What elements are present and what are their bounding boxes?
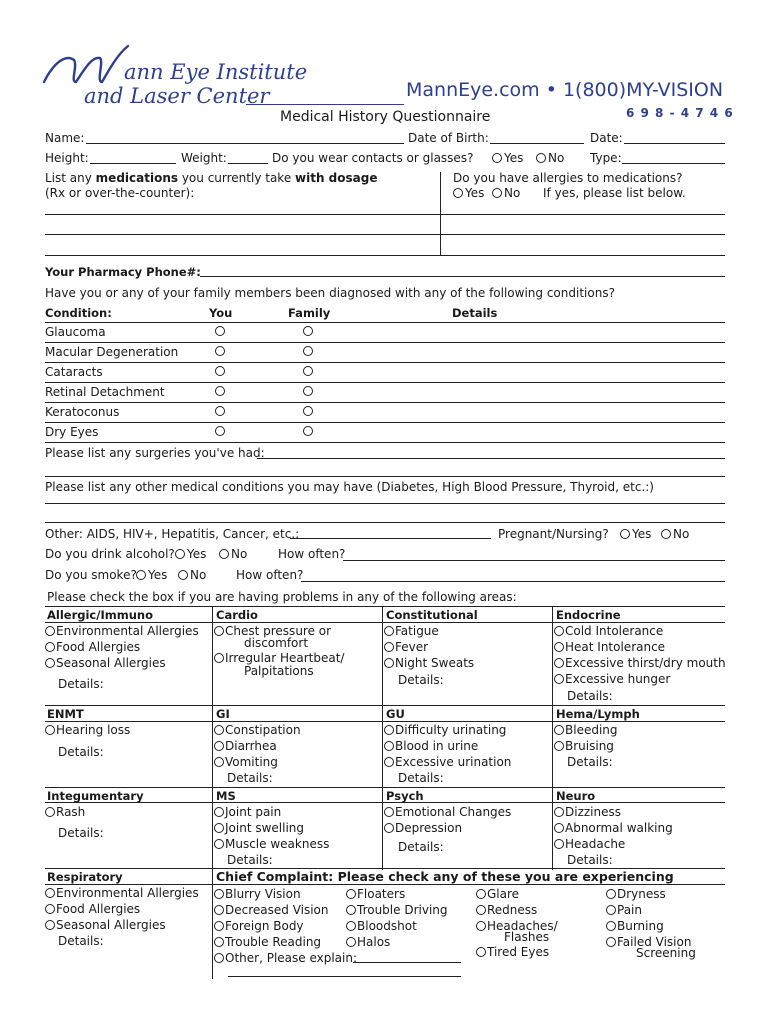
checkbox-circle-icon	[45, 626, 55, 636]
checkbox-circle-icon	[45, 904, 55, 914]
integ-item[interactable]: Rash	[45, 805, 85, 819]
pharmacy-field[interactable]	[200, 276, 725, 277]
checkbox-circle-icon	[214, 823, 224, 833]
enmt-title: ENMT	[47, 707, 84, 721]
other-explain-field[interactable]	[353, 962, 461, 963]
weight-label: Weight:	[181, 151, 227, 165]
other-conditions-field-1[interactable]	[45, 503, 725, 504]
gi-item[interactable]: Vomiting	[214, 755, 278, 769]
meds-line-2[interactable]	[45, 234, 725, 235]
ms-details: Details:	[227, 853, 273, 867]
checkbox-circle-icon	[384, 757, 394, 767]
smoke-no-label: No	[190, 568, 207, 582]
chief-item[interactable]: Trouble Reading	[214, 935, 321, 949]
family-radio[interactable]	[303, 426, 313, 436]
family-radio[interactable]	[303, 406, 313, 416]
date-label: Date:	[590, 131, 623, 145]
alcohol-yes[interactable]	[175, 547, 206, 561]
condition-row	[45, 343, 725, 363]
grid-col-divider-3	[552, 607, 553, 870]
phone-digits: 6 9 8 - 4 7 4 6	[626, 106, 734, 120]
cardio-item-heartbeat[interactable]: Irregular Heartbeat/	[214, 651, 344, 665]
alcohol-often-field[interactable]	[343, 560, 725, 561]
checkbox-circle-icon	[554, 807, 564, 817]
radio-circle-icon	[492, 188, 502, 198]
checkbox-circle-icon	[346, 921, 356, 931]
you-radio[interactable]	[215, 366, 225, 376]
smoke-yes[interactable]	[136, 568, 167, 582]
resp-details: Details:	[58, 934, 104, 948]
checkbox-circle-icon	[476, 921, 486, 931]
allergic-item[interactable]: Environmental Allergies	[45, 624, 199, 638]
checkbox-circle-icon	[214, 807, 224, 817]
you-radio[interactable]	[215, 426, 225, 436]
checkbox-circle-icon	[554, 725, 564, 735]
condition-name: Macular Degeneration	[45, 345, 179, 359]
logo-line1: ann Eye Institute	[124, 60, 308, 84]
grid-rule-a	[45, 622, 725, 623]
chief-item[interactable]: Foreign Body	[214, 919, 304, 933]
condition-row	[45, 323, 725, 343]
checkbox-circle-icon	[45, 807, 55, 817]
condition-row	[45, 403, 725, 423]
chief-item[interactable]: Decreased Vision	[214, 903, 329, 917]
smoke-yes-label: Yes	[148, 568, 168, 582]
neuro-item[interactable]: Headache	[554, 837, 625, 851]
allergy-yes[interactable]	[453, 186, 484, 200]
endocrine-item[interactable]: Cold Intolerance	[554, 624, 663, 638]
meds-instruction-2: (Rx or over-the-counter):	[45, 186, 195, 200]
grid-rule-c	[45, 721, 725, 722]
radio-circle-icon	[136, 570, 146, 580]
details-field[interactable]	[45, 442, 725, 443]
dob-field[interactable]	[490, 143, 584, 144]
checkbox-circle-icon	[384, 626, 394, 636]
checkbox-circle-icon	[554, 642, 564, 652]
hema-details: Details:	[567, 755, 613, 769]
condition-name: Retinal Detachment	[45, 385, 165, 399]
grid-rule-b	[45, 705, 725, 706]
checkbox-circle-icon	[554, 674, 564, 684]
grid-rule-d	[45, 787, 725, 788]
condition-name: Glaucoma	[45, 325, 106, 339]
endocrine-item[interactable]: Excessive hunger	[554, 672, 670, 686]
checkbox-circle-icon	[214, 839, 224, 849]
meds-instruction: List any medications you currently take with dosage	[45, 171, 378, 185]
allergy-question: Do you have allergies to medications?	[453, 171, 683, 185]
ms-item[interactable]: Joint swelling	[214, 821, 304, 835]
chief-item[interactable]: Redness	[476, 903, 537, 917]
radio-circle-icon	[661, 529, 671, 539]
chief-item[interactable]: Trouble Driving	[346, 903, 448, 917]
cardio-item-chest-cont: discomfort	[244, 636, 309, 650]
you-header: You	[209, 306, 233, 320]
logo-underline	[246, 104, 404, 105]
systems-intro: Please check the box if you are having problems in any of the following areas:	[47, 590, 517, 604]
chief-item[interactable]: Glare	[476, 887, 519, 901]
details-header: Details	[452, 306, 498, 320]
endocrine-details: Details:	[567, 689, 613, 703]
enmt-item[interactable]: Hearing loss	[45, 723, 130, 737]
other-conditions-field-2[interactable]	[45, 522, 725, 523]
condition-row	[45, 383, 725, 403]
allergic-item[interactable]: Seasonal Allergies	[45, 656, 166, 670]
checkbox-circle-icon	[214, 921, 224, 931]
other-conditions-label: Please list any other medical conditions you may have (Diabetes, High Blood Pressure, Thyroid, etc.:)	[45, 480, 654, 494]
allergy-note: If yes, please list below.	[543, 186, 686, 200]
you-radio[interactable]	[215, 386, 225, 396]
psych-item[interactable]: Depression	[384, 821, 462, 835]
contacts-no-label: No	[548, 151, 565, 165]
gu-item[interactable]: Difficulty urinating	[384, 723, 506, 737]
endocrine-title: Endocrine	[556, 608, 621, 622]
other-field[interactable]	[290, 538, 491, 539]
gu-item[interactable]: Excessive urination	[384, 755, 511, 769]
neuro-item[interactable]: Abnormal walking	[554, 821, 673, 835]
checkbox-circle-icon	[554, 823, 564, 833]
type-label: Type:	[590, 151, 622, 165]
checkbox-circle-icon	[45, 888, 55, 898]
gu-details: Details:	[398, 771, 444, 785]
checkbox-circle-icon	[45, 920, 55, 930]
checkbox-circle-icon	[476, 947, 486, 957]
chief-item-headaches[interactable]: Headaches/	[476, 919, 558, 933]
family-radio[interactable]	[303, 386, 313, 396]
surgeries-label: Please list any surgeries you've had:	[45, 446, 265, 460]
psych-item[interactable]: Emotional Changes	[384, 805, 511, 819]
meds-line-1[interactable]	[45, 214, 725, 215]
conditions-intro: Have you or any of your family members been diagnosed with any of the following conditions?	[45, 286, 615, 300]
other-label: Other: AIDS, HIV+, Hepatitis, Cancer, etc.:	[45, 527, 300, 541]
contacts-no[interactable]	[536, 151, 564, 165]
cardio-item-heartbeat-cont: Palpitations	[244, 664, 314, 678]
resp-item[interactable]: Environmental Allergies	[45, 886, 199, 900]
chief-item[interactable]: Blurry Vision	[214, 887, 301, 901]
allergy-no[interactable]	[492, 186, 520, 200]
website-phone: MannEye.com • 1(800)MY-VISION	[406, 79, 724, 101]
pharmacy-label: Your Pharmacy Phone#:	[45, 265, 201, 279]
contacts-question: Do you wear contacts or glasses?	[272, 151, 474, 165]
checkbox-circle-icon	[45, 642, 55, 652]
cardio-title: Cardio	[216, 608, 258, 622]
checkbox-circle-icon	[606, 937, 616, 947]
checkbox-circle-icon	[384, 741, 394, 751]
form-title: Medical History Questionnaire	[280, 109, 491, 125]
checkbox-circle-icon	[554, 626, 564, 636]
gi-title: GI	[216, 707, 230, 721]
condition-name: Keratoconus	[45, 405, 120, 419]
allergic-title: Allergic/Immuno	[47, 608, 153, 622]
hema-title: Hema/Lymph	[556, 707, 640, 721]
condition-header: Condition:	[45, 306, 112, 320]
gi-item[interactable]: Constipation	[214, 723, 301, 737]
condition-name: Dry Eyes	[45, 425, 99, 439]
gi-details: Details:	[227, 771, 273, 785]
chief-complaint-title: Chief Complaint: Please check any of these you are experiencing	[216, 869, 674, 884]
chief-item[interactable]: Dryness	[606, 887, 666, 901]
psych-details: Details:	[398, 840, 444, 854]
chief-item[interactable]: Pain	[606, 903, 642, 917]
checkbox-circle-icon	[476, 889, 486, 899]
height-field[interactable]	[90, 163, 176, 164]
grid-rule-g	[45, 884, 725, 885]
dob-label: Date of Birth:	[408, 131, 489, 145]
chief-item-failed[interactable]: Failed Vision	[606, 935, 691, 949]
neuro-details: Details:	[567, 853, 613, 867]
radio-circle-icon	[175, 549, 185, 559]
grid-col-divider-1	[212, 607, 213, 979]
hema-item[interactable]: Bleeding	[554, 723, 618, 737]
checkbox-circle-icon	[476, 905, 486, 915]
ms-item[interactable]: Muscle weakness	[214, 837, 329, 851]
chief-item[interactable]: Bloodshot	[346, 919, 417, 933]
alcohol-question: Do you drink alcohol?	[45, 547, 175, 561]
family-radio[interactable]	[303, 346, 313, 356]
radio-circle-icon	[178, 570, 188, 580]
height-label: Height:	[45, 151, 89, 165]
constitutional-details: Details:	[398, 673, 444, 687]
neuro-title: Neuro	[556, 789, 596, 803]
resp-title: Respiratory	[47, 870, 123, 884]
checkbox-circle-icon	[346, 905, 356, 915]
family-radio[interactable]	[303, 326, 313, 336]
smoke-often-label: How often?	[236, 568, 304, 582]
allergic-details: Details:	[58, 677, 104, 691]
ms-item[interactable]: Joint pain	[214, 805, 281, 819]
resp-item[interactable]: Seasonal Allergies	[45, 918, 166, 932]
radio-circle-icon	[453, 188, 463, 198]
radio-circle-icon	[620, 529, 630, 539]
condition-name: Cataracts	[45, 365, 103, 379]
constitutional-title: Constitutional	[386, 608, 478, 622]
pregnant-no-label: No	[673, 527, 690, 541]
surgeries-field[interactable]	[257, 458, 725, 459]
chief-item-other[interactable]: Other, Please explain:	[214, 951, 357, 965]
condition-row	[45, 363, 725, 383]
hema-item[interactable]: Bruising	[554, 739, 614, 753]
endocrine-item[interactable]: Heat Intolerance	[554, 640, 665, 654]
checkbox-circle-icon	[45, 725, 55, 735]
chief-item[interactable]: Tired Eyes	[476, 945, 549, 959]
radio-circle-icon	[219, 549, 229, 559]
psych-title: Psych	[386, 789, 424, 803]
checkbox-circle-icon	[214, 953, 224, 963]
checkbox-circle-icon	[45, 658, 55, 668]
chief-item[interactable]: Floaters	[346, 887, 405, 901]
checkbox-circle-icon	[214, 741, 224, 751]
checkbox-circle-icon	[554, 741, 564, 751]
cardio-item-chest[interactable]: Chest pressure or	[214, 624, 331, 638]
alcohol-yes-label: Yes	[187, 547, 207, 561]
radio-circle-icon	[536, 153, 546, 163]
contacts-yes-label: Yes	[504, 151, 524, 165]
pregnant-yes-label: Yes	[632, 527, 652, 541]
chief-item[interactable]: Burning	[606, 919, 664, 933]
checkbox-circle-icon	[214, 725, 224, 735]
allergic-item[interactable]: Food Allergies	[45, 640, 140, 654]
date-field[interactable]	[624, 143, 725, 144]
chief-item-headaches-cont: Flashes	[504, 930, 550, 944]
allergy-yes-label: Yes	[465, 186, 485, 200]
surgeries-field-2[interactable]	[45, 476, 725, 477]
endocrine-item[interactable]: Excessive thirst/dry mouth	[554, 656, 726, 670]
smoke-question: Do you smoke?	[45, 568, 137, 582]
gi-item[interactable]: Diarrhea	[214, 739, 277, 753]
gu-item[interactable]: Blood in urine	[384, 739, 478, 753]
checkbox-circle-icon	[214, 626, 224, 636]
grid-top-rule	[45, 606, 725, 607]
checkbox-circle-icon	[384, 642, 394, 652]
checkbox-circle-icon	[214, 905, 224, 915]
weight-field[interactable]	[228, 163, 268, 164]
chief-item-failed-cont: Screening	[636, 946, 696, 960]
logo-line2: and Laser Center	[84, 84, 270, 108]
checkbox-circle-icon	[384, 823, 394, 833]
you-radio[interactable]	[215, 346, 225, 356]
name-label: Name:	[45, 131, 85, 145]
integ-title: Integumentary	[47, 789, 144, 803]
grid-rule-e	[45, 802, 725, 803]
checkbox-circle-icon	[346, 937, 356, 947]
checkbox-circle-icon	[606, 921, 616, 931]
allergy-no-label: No	[504, 186, 521, 200]
alcohol-no[interactable]	[219, 547, 247, 561]
checkbox-circle-icon	[554, 839, 564, 849]
chief-item[interactable]: Halos	[346, 935, 390, 949]
you-radio[interactable]	[215, 326, 225, 336]
alcohol-often-label: How often?	[278, 547, 346, 561]
meds-line-3[interactable]	[45, 255, 725, 256]
checkbox-circle-icon	[384, 725, 394, 735]
constitutional-item[interactable]: Fever	[384, 640, 428, 654]
checkbox-circle-icon	[346, 889, 356, 899]
checkbox-circle-icon	[214, 937, 224, 947]
checkbox-circle-icon	[214, 757, 224, 767]
smoke-no[interactable]	[178, 568, 206, 582]
type-field[interactable]	[622, 163, 725, 164]
checkbox-circle-icon	[554, 658, 564, 668]
constitutional-item[interactable]: Night Sweats	[384, 656, 474, 670]
alcohol-no-label: No	[231, 547, 248, 561]
resp-item[interactable]: Food Allergies	[45, 902, 140, 916]
grid-col-divider-2	[382, 607, 383, 870]
gu-title: GU	[386, 707, 405, 721]
checkbox-circle-icon	[214, 653, 224, 663]
pregnant-no[interactable]	[661, 527, 689, 541]
name-field[interactable]	[86, 143, 404, 144]
you-radio[interactable]	[215, 406, 225, 416]
family-header: Family	[288, 306, 331, 320]
family-radio[interactable]	[303, 366, 313, 376]
ms-title: MS	[216, 789, 236, 803]
enmt-details: Details:	[58, 745, 104, 759]
pregnant-yes[interactable]	[620, 527, 651, 541]
checkbox-circle-icon	[606, 905, 616, 915]
neuro-item[interactable]: Dizziness	[554, 805, 621, 819]
contacts-yes[interactable]	[492, 151, 523, 165]
integ-details: Details:	[58, 826, 104, 840]
other-explain-field-2[interactable]	[228, 976, 461, 977]
smoke-often-field[interactable]	[301, 581, 725, 582]
checkbox-circle-icon	[606, 889, 616, 899]
pregnant-question: Pregnant/Nursing?	[498, 527, 609, 541]
checkbox-circle-icon	[214, 889, 224, 899]
condition-row	[45, 423, 725, 443]
constitutional-item[interactable]: Fatigue	[384, 624, 439, 638]
radio-circle-icon	[492, 153, 502, 163]
checkbox-circle-icon	[384, 807, 394, 817]
logo	[40, 42, 308, 112]
checkbox-circle-icon	[384, 658, 394, 668]
